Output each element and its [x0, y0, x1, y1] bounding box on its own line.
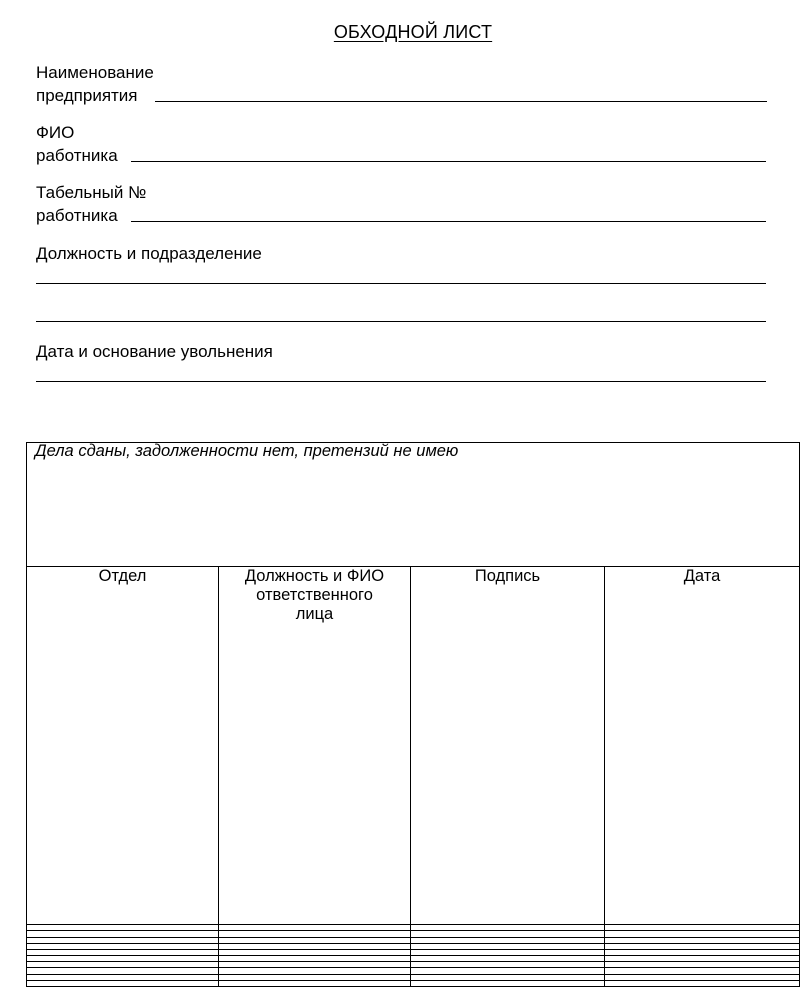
position-label: Должность и подразделение: [36, 244, 262, 263]
header-person-line1: Должность и ФИО: [244, 566, 385, 585]
table-caption: Дела сданы, задолженности нет, претензий не имею: [27, 443, 800, 567]
header-responsible-person: [219, 566, 411, 925]
header-person-line2: ответственного: [256, 585, 373, 604]
document-title-text: ОБХОДНОЙ ЛИСТ: [333, 22, 493, 42]
header-department-text: Отдел: [98, 566, 147, 585]
tab-number-input-line[interactable]: [131, 221, 766, 222]
position-input-line-2[interactable]: [36, 321, 766, 322]
tab-number-label-line1: Табельный №: [36, 183, 147, 202]
fio-label-line1: ФИО: [36, 123, 75, 142]
header-date-text: Дата: [683, 566, 721, 585]
company-input-line[interactable]: [155, 101, 767, 102]
header-signature: [411, 566, 605, 925]
table-row: [27, 980, 800, 986]
table-caption-row: [27, 443, 800, 567]
clearance-table: [26, 442, 800, 987]
document-title: [0, 22, 810, 43]
header-signature-text: Подпись: [474, 566, 541, 585]
table-header-row: [27, 566, 800, 925]
table-body: [27, 925, 800, 987]
company-label-line2: предприятия: [36, 86, 138, 105]
tab-number-label-line2: работника: [36, 206, 118, 225]
responsible-person-cell[interactable]: [219, 980, 411, 986]
fio-input-line[interactable]: [131, 161, 766, 162]
header-person-line3: лица: [295, 604, 334, 623]
header-date: [605, 566, 800, 925]
company-label-line1: Наименование: [36, 63, 154, 82]
date-cell[interactable]: [605, 980, 800, 986]
signature-cell[interactable]: [411, 980, 605, 986]
dismissal-label: Дата и основание увольнения: [36, 342, 273, 361]
dismissal-input-line[interactable]: [36, 381, 766, 382]
department-cell[interactable]: [27, 980, 219, 986]
header-department: [27, 566, 219, 925]
position-input-line-1[interactable]: [36, 283, 766, 284]
fio-label-line2: работника: [36, 146, 118, 165]
